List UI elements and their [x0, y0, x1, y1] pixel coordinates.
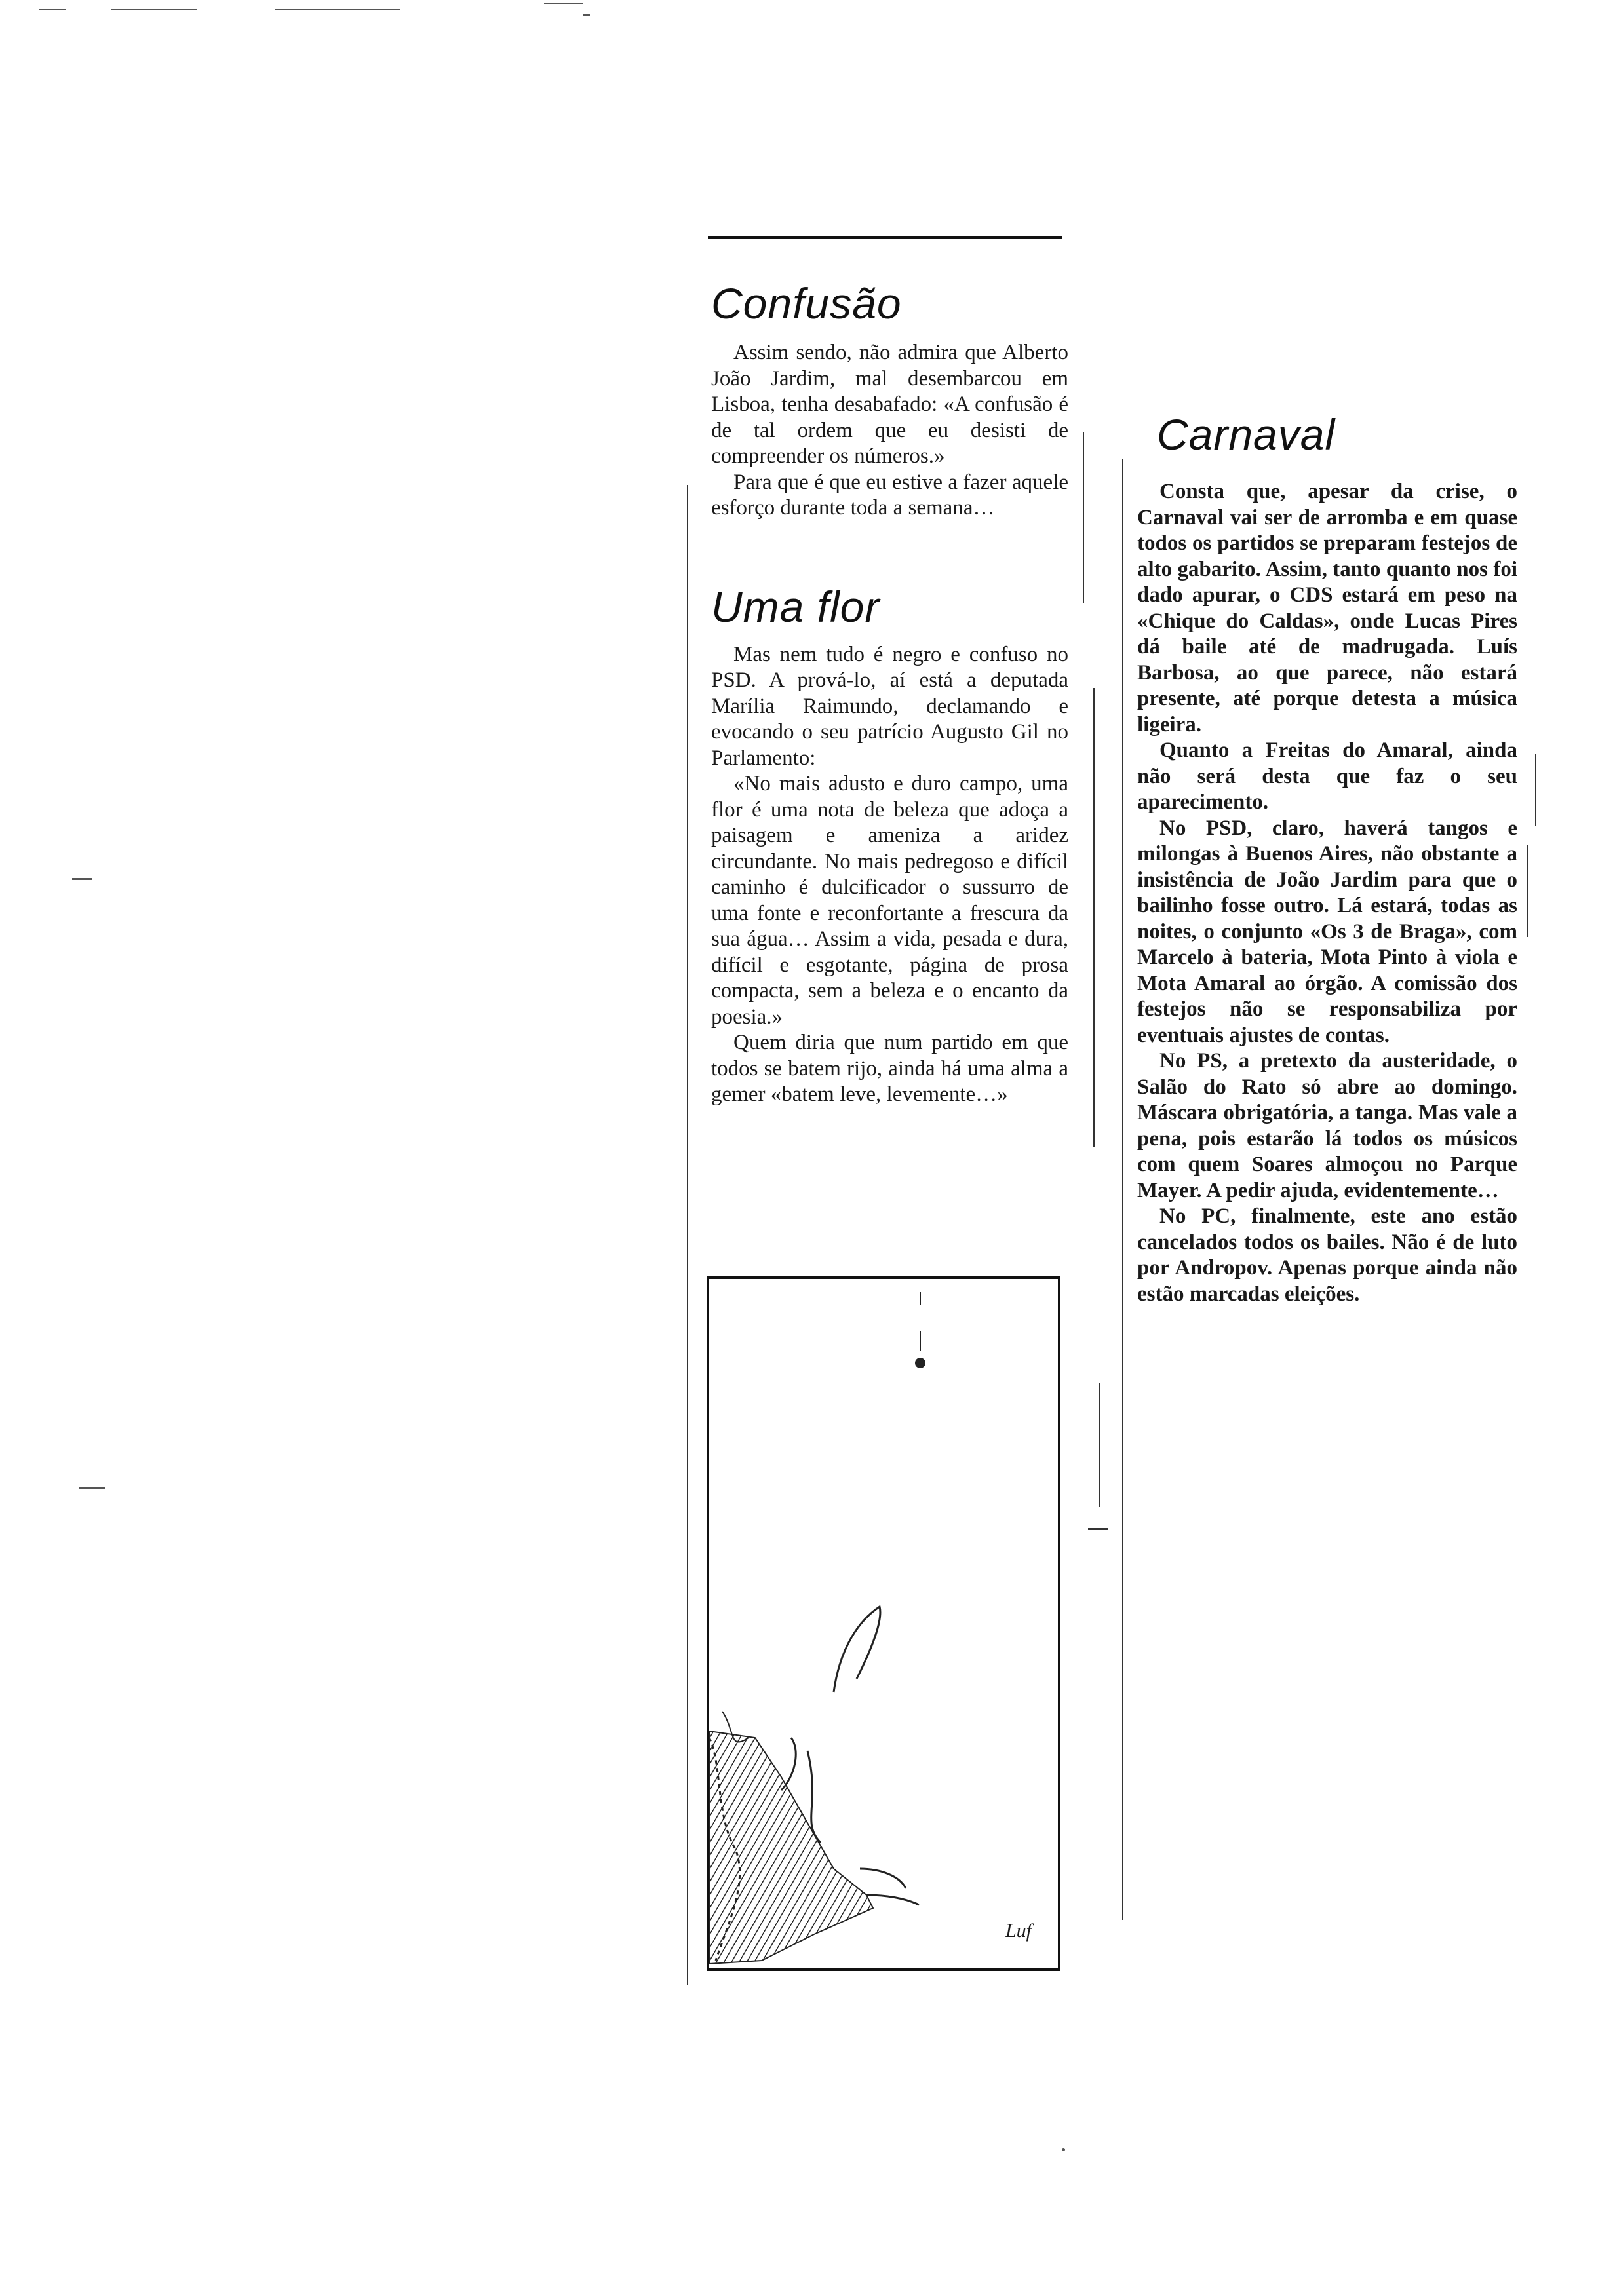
paragraph: No PS, a pretexto da austeridade, o Salão do Rato só abre ao domingo. Máscara obrigatória, a tanga. Mas vale a pena, pois estarão lá todos os músicos com quem Soares almoçou no Parque Mayer. A pedir ajuda, evidentemente…	[1137, 1049, 1517, 1202]
column-separator-3	[1099, 1383, 1100, 1507]
paragraph: No PC, finalmente, este ano estão cancelados todos os bailes. Não é de luto por Andropov. Apenas porque ainda não estão marcadas eleições.	[1137, 1204, 1517, 1306]
paragraph: Quanto a Freitas do Amaral, ainda não será desta que faz o seu aparecimento.	[1137, 738, 1517, 814]
carnaval-left-border	[1122, 459, 1123, 1920]
section-top-rule	[708, 236, 1062, 239]
scan-mark-left-1	[72, 878, 92, 880]
paragraph: No PSD, claro, haverá tangos e milongas à Buenos Aires, não obstante a insistência de João Jardim para que o bailinho fosse outro. Lá estará, todas as noites, o conjunto «Os 3 de Braga», com Marcelo à bateria, Mota Pinto à viola e Mota Amaral ao órgão. A comissão dos festejos não se responsabiliza por eventuais ajustes de contas.	[1137, 816, 1517, 1047]
paragraph: Para que é que eu estive a fazer aquele esforço durante toda a semana…	[711, 470, 1068, 520]
right-column	[1137, 410, 1517, 1307]
article-uma-flor	[711, 582, 1068, 1108]
carnaval-bottom-dash	[1088, 1528, 1108, 1530]
cartoon-frame	[707, 1276, 1060, 1971]
right-edge-mark-1	[1535, 754, 1536, 826]
scan-mark-top-2	[111, 9, 197, 10]
scan-mark-top-5	[583, 14, 590, 16]
paragraph: «No mais adusto e duro campo, uma flor é uma nota de beleza que adoça a paisagem e ameniza a aridez circundante. No mais pedregoso e difícil caminho é dulcificador o sussurro de uma fonte e reconfortante a frescura da sua água… Assim a vida, pesada e dura, difícil e esgotante, página de prosa compacta, sem a beleza e o encanto da poesia.»	[711, 772, 1068, 1029]
article-confusao	[711, 278, 1068, 522]
column-separator-1	[1083, 432, 1084, 603]
cartoon-illustration-icon	[709, 1279, 1058, 1968]
paragraph: Assim sendo, não admira que Alberto João Jardim, mal desembarcou em Lisboa, tenha desabafado: «A confusão é de tal ordem que eu desisti de compreender os números.»	[711, 341, 1068, 468]
scan-mark-top-3	[275, 9, 400, 10]
paragraph: Quem diria que num partido em que todos se batem rijo, ainda há uma alma a gemer «batem leve, levemente…»	[711, 1031, 1068, 1106]
headline-carnaval: Carnaval	[1157, 410, 1336, 459]
cartoon-signature: Luf	[1005, 1920, 1032, 1942]
scan-dot-1	[1062, 2148, 1065, 2151]
left-column-border	[687, 485, 688, 1985]
scan-mark-left-2	[79, 1487, 105, 1489]
left-column	[711, 278, 1068, 1108]
column-separator-2	[1093, 688, 1095, 1147]
article-carnaval	[1137, 410, 1517, 1307]
paragraph: Mas nem tudo é negro e confuso no PSD. A prová-lo, aí está a deputada Marília Raimundo, declamando e evocando o seu patrício Augusto Gil no Parlamento:	[711, 642, 1068, 770]
headline-confusao: Confusão	[711, 279, 902, 328]
headline-uma-flor: Uma flor	[711, 582, 880, 631]
right-edge-mark-2	[1527, 845, 1528, 937]
scan-mark-top-4	[544, 3, 583, 4]
scan-mark-top-1	[39, 9, 66, 10]
paragraph: Consta que, apesar da crise, o Carnaval vai ser de arromba e em quase todos os partidos se preparam festejos de alto gabarito. Assim, tanto quanto nos foi dado apurar, o CDS estará em peso na «Chique do Caldas», onde Lucas Pires dá baile até de madrugada. Luís Barbosa, ao que parece, não estará presente, até porque detesta a música ligeira.	[1137, 480, 1517, 737]
